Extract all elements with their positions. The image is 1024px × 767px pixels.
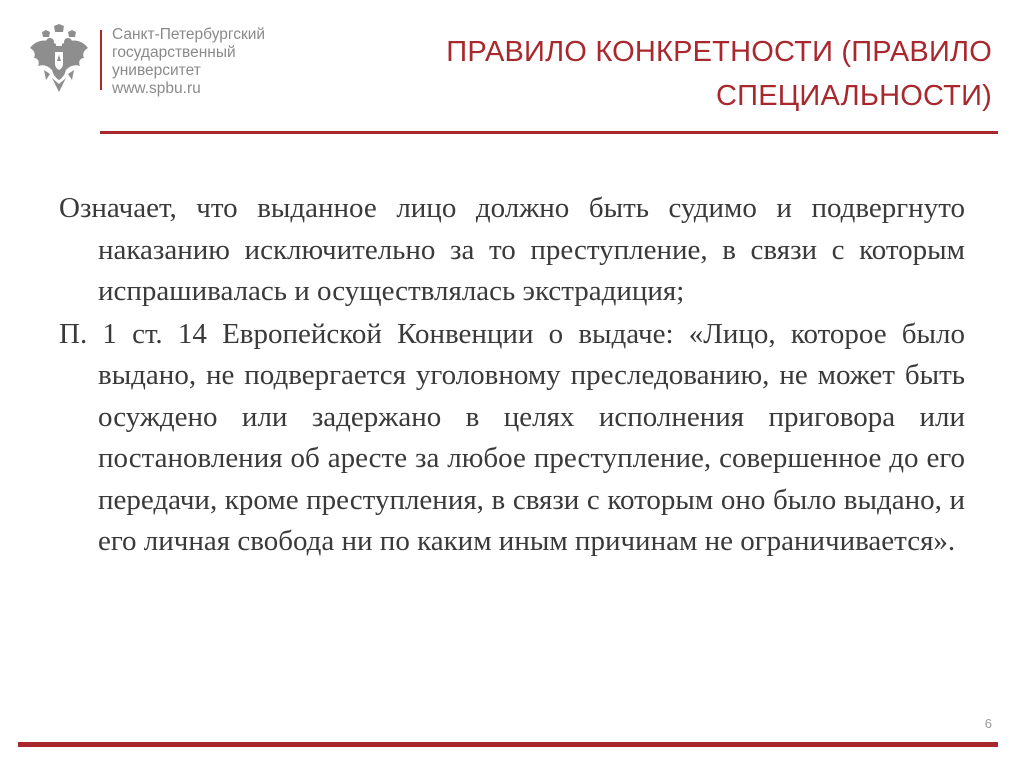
slide-body	[59, 188, 965, 564]
spbu-logo	[28, 24, 288, 98]
definition-paragraph: Означает, что выданное лицо должно быть судимо и подвергнуто наказанию исключительно за то преступление, в связи с которым испрашивалась и осуществлялась экстрадиция;	[59, 192, 965, 307]
footer-divider	[18, 742, 998, 747]
university-name	[112, 26, 265, 98]
page-number: 6	[984, 716, 992, 731]
double-headed-eagle-emblem-icon	[28, 24, 90, 96]
title-line-2: СПЕЦИАЛЬНОСТИ)	[716, 80, 992, 112]
header-divider	[100, 131, 998, 134]
slide-title	[432, 30, 992, 118]
logo-line-1: Санкт-Петербургский	[112, 26, 266, 43]
convention-quote-paragraph: П. 1 ст. 14 Европейской Конвенции о выдаче: «Лицо, которое было выдано, не подвергается уголовному преследованию, не может быть осуждено или задержано в целях исполнения приговора или постановления об аресте за любое преступление, совершенное до его передачи, кроме преступления, в связи с которым оно было выдано, и его личная свобода ни по каким иным причинам не ограничивается».	[59, 317, 965, 557]
logo-line-3: университет	[112, 62, 201, 79]
title-line-1: ПРАВИЛО КОНКРЕТНОСТИ (ПРАВИЛО	[446, 36, 992, 68]
logo-line-2: государственный	[112, 44, 236, 61]
logo-website: www.spbu.ru	[112, 80, 201, 97]
logo-divider	[100, 30, 102, 90]
